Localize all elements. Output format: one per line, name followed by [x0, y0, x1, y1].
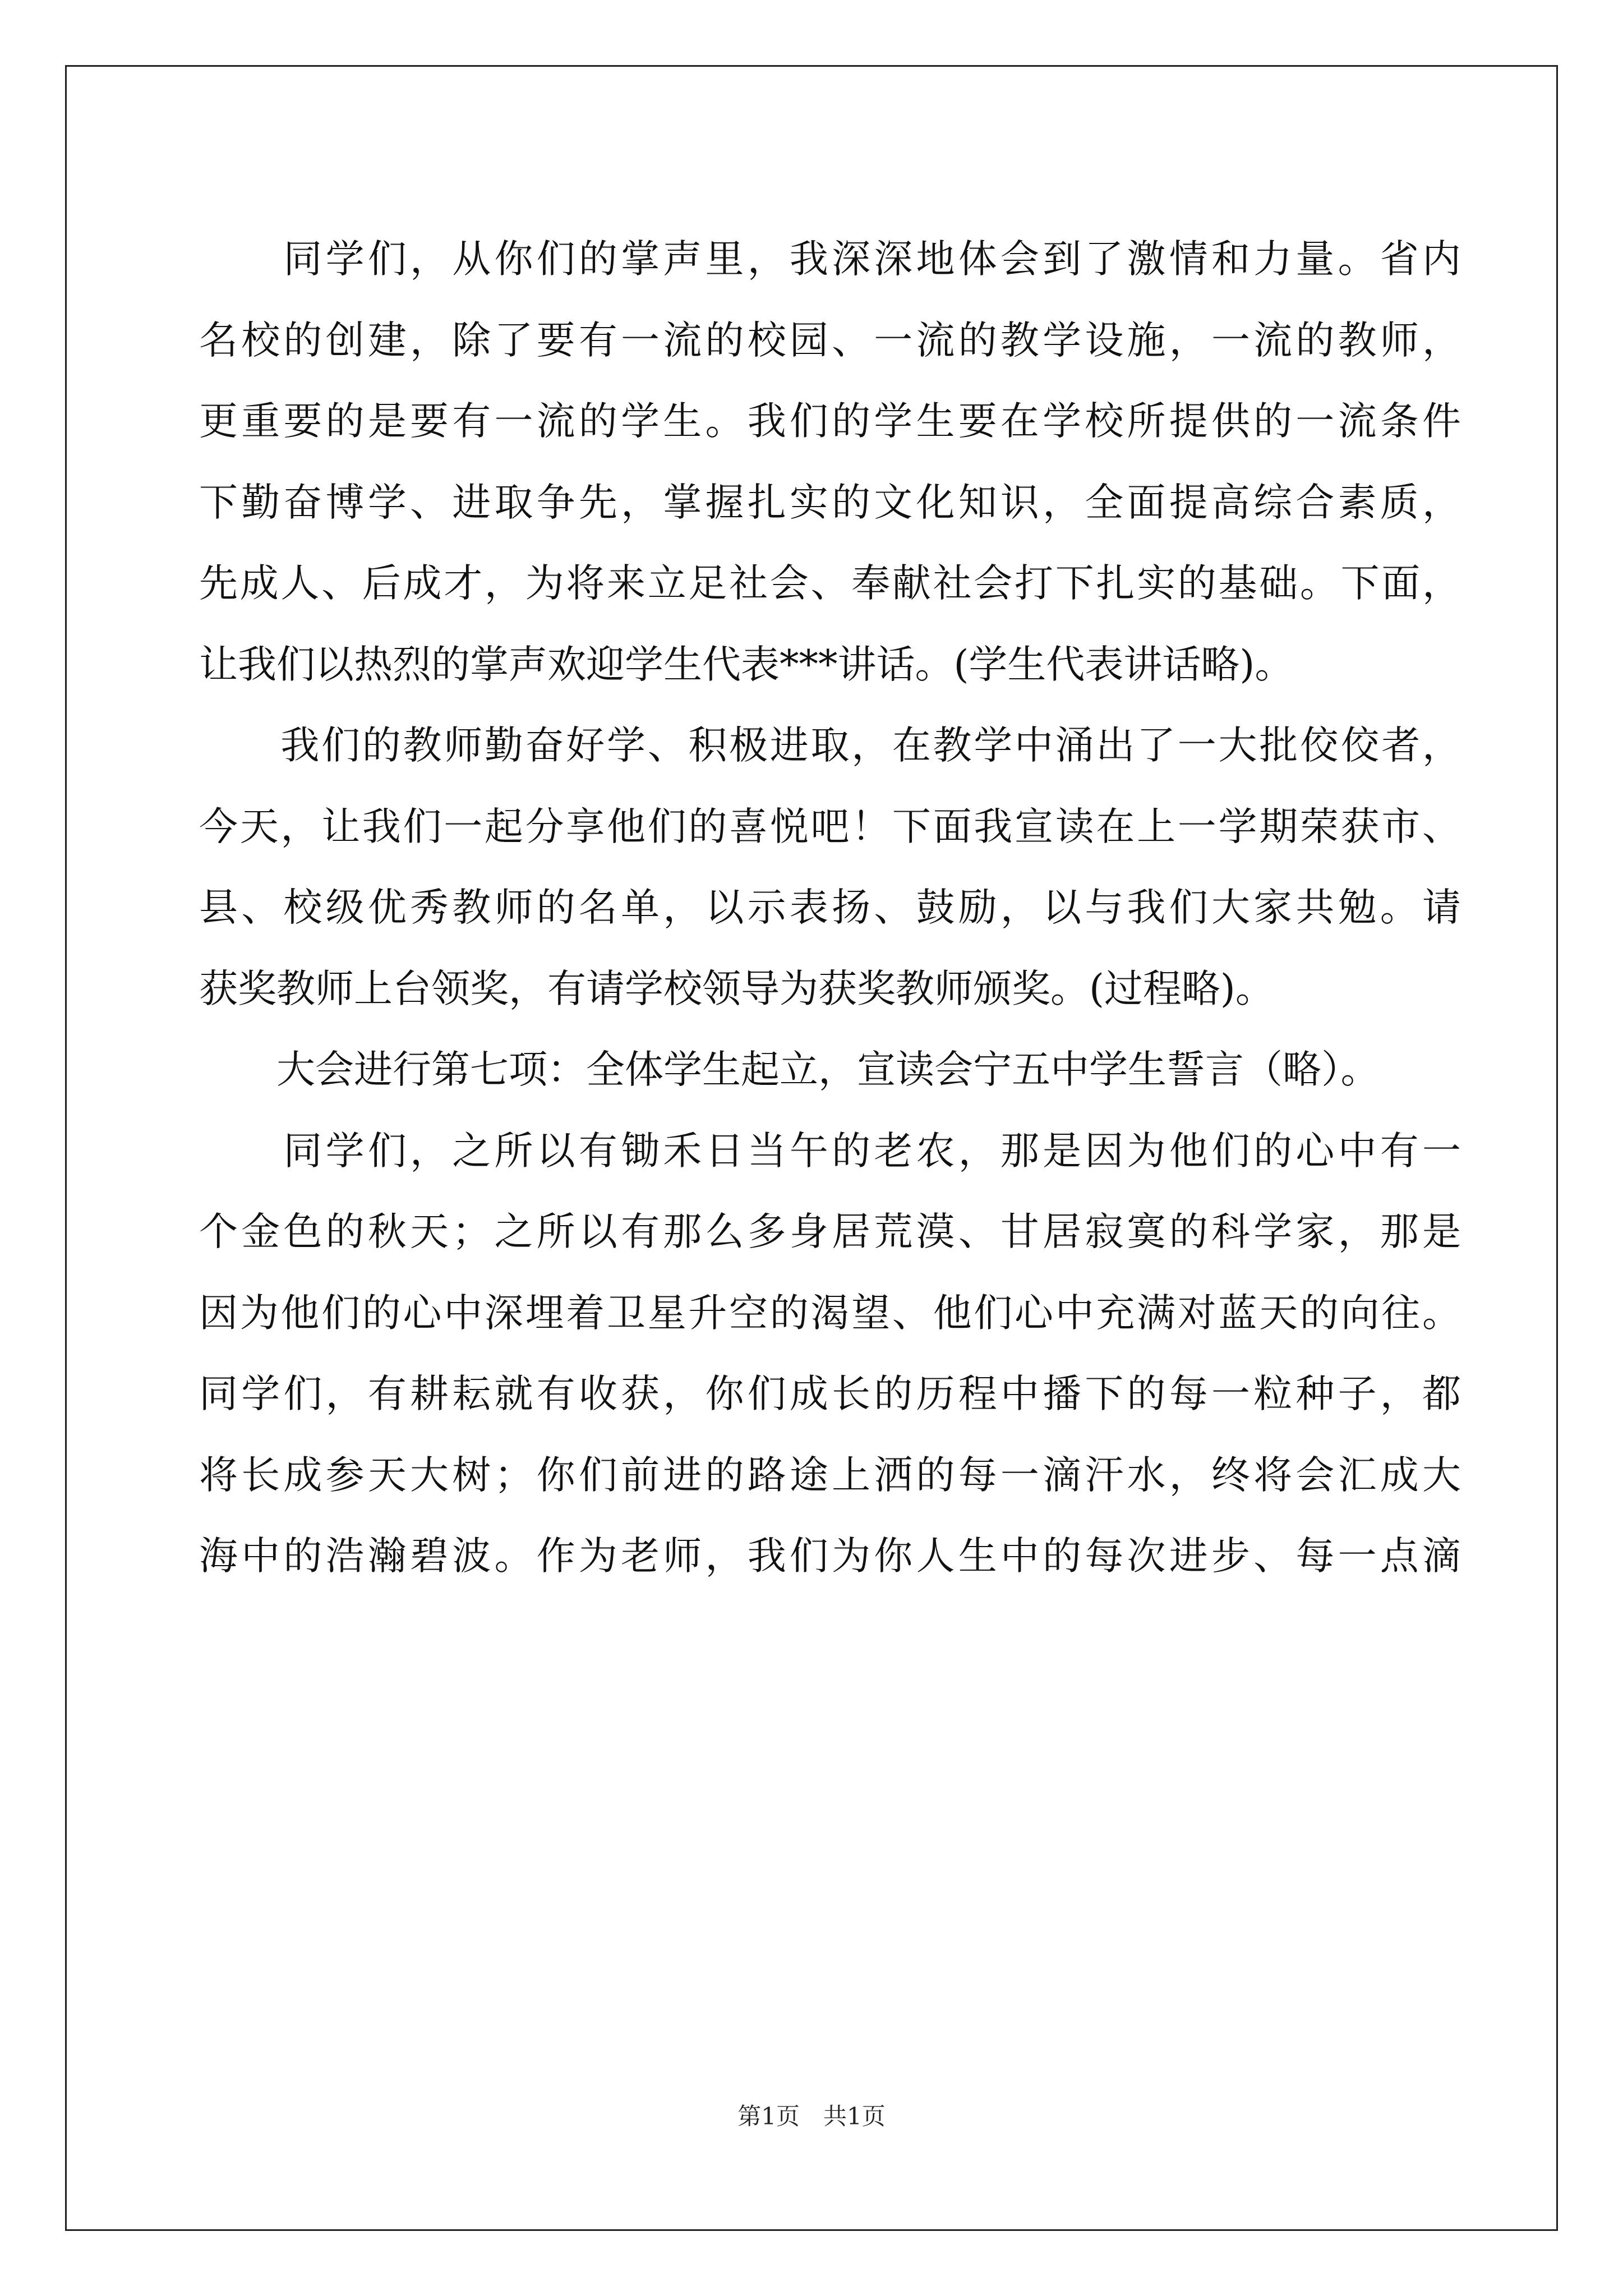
text-line: 因为他们的心中深埋着卫星升空的渴望、他们心中充满对蓝天的向往。 — [199, 1290, 1461, 1336]
text-line: 让我们以热烈的掌声欢迎学生代表***讲话。(学生代表讲话略)。 — [199, 642, 1294, 687]
text-line: 同学们，之所以有锄禾日当午的老农，那是因为他们的心中有一 — [199, 1128, 1461, 1174]
text-line: 个金色的秋天；之所以有那么多身居荒漠、甘居寂寞的科学家，那是 — [199, 1209, 1461, 1254]
text-line: 我们的教师勤奋好学、积极进取，在教学中涌出了一大批佼佼者， — [199, 723, 1461, 768]
text-line: 获奖教师上台领奖，有请学校领导为获奖教师颁奖。(过程略)。 — [199, 966, 1274, 1011]
text-line: 海中的浩瀚碧波。作为老师，我们为你人生中的每次进步、每一点滴 — [199, 1534, 1461, 1579]
text-line: 名校的创建，除了要有一流的校园、一流的教学设施，一流的教师， — [199, 318, 1461, 363]
text-line: 县、校级优秀教师的名单，以示表扬、鼓励，以与我们大家共勉。请 — [199, 885, 1461, 930]
text-line: 下勤奋博学、进取争先，掌握扎实的文化知识，全面提高综合素质， — [199, 480, 1461, 525]
page-footer: 第1页 共1页 — [737, 2102, 886, 2130]
text-line: 更重要的是要有一流的学生。我们的学生要在学校所提供的一流条件 — [199, 399, 1461, 444]
document-body — [199, 219, 1461, 1597]
text-line: 今天，让我们一起分享他们的喜悦吧！下面我宣读在上一学期荣获市、 — [199, 804, 1461, 849]
text-line: 将长成参天大树；你们前进的路途上洒的每一滴汗水，终将会汇成大 — [199, 1452, 1461, 1498]
text-line: 同学们，从你们的掌声里，我深深地体会到了激情和力量。省内 — [199, 237, 1461, 282]
text-line: 先成人、后成才，为将来立足社会、奉献社会打下扎实的基础。下面， — [199, 561, 1461, 606]
text-line: 大会进行第七项：全体学生起立，宣读会宁五中学生誓言（略）。 — [199, 1047, 1380, 1092]
text-line: 同学们，有耕耘就有收获，你们成长的历程中播下的每一粒种子，都 — [199, 1372, 1461, 1416]
